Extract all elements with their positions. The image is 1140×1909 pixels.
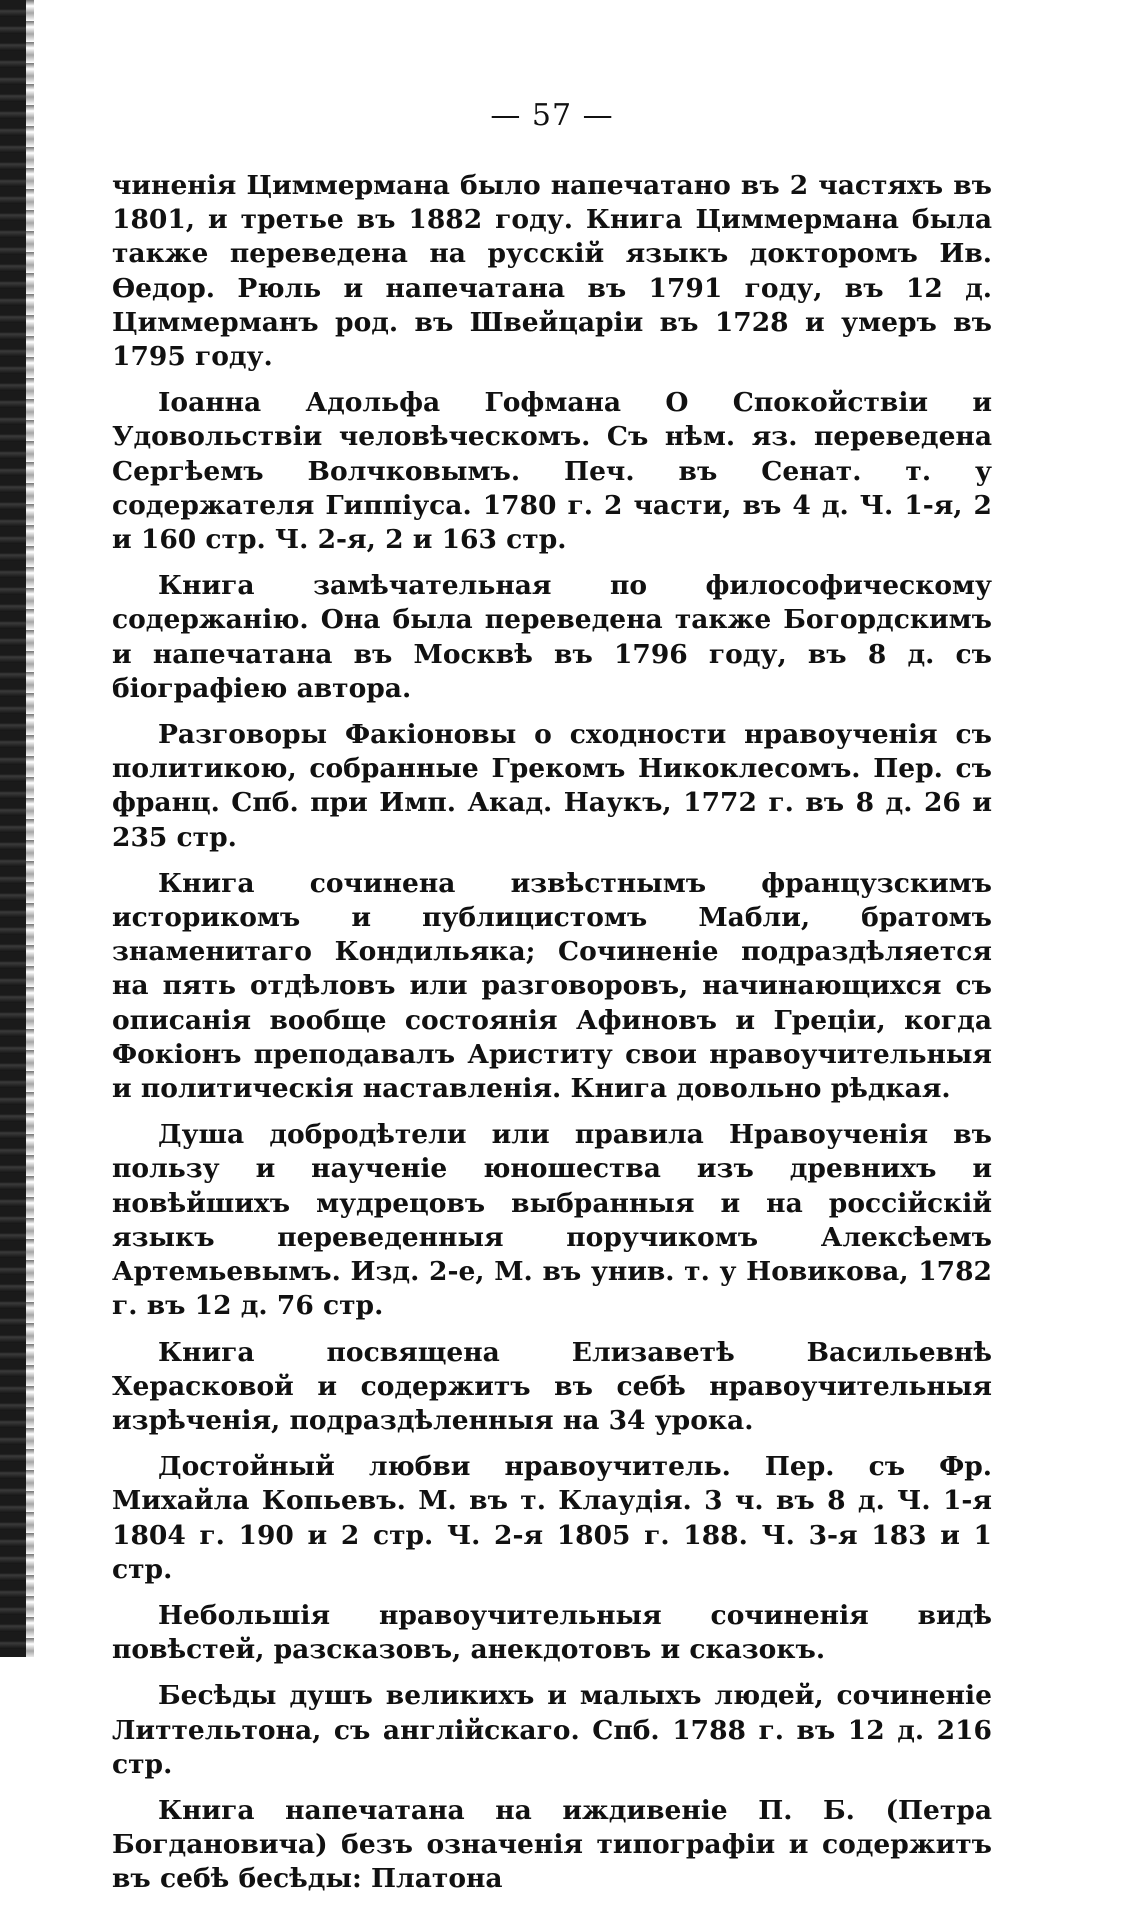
entry-note bbox=[112, 569, 992, 706]
note-text: Книга напечатана на иждивеніе П. Б. (Петра Богдановича) безъ означенія типографіи и содержитъ въ себѣ бесѣды: Платона bbox=[112, 1794, 992, 1895]
entry-text: Адольфа Гофмана О Спокойствіи и Удовольствіи человѣческомъ. Съ нѣм. яз. переведена Сергѣемъ Волчковымъ. Печ. въ Сенат. т. у содержателя Гиппіуса. 1780 г. 2 части, въ 4 д. Ч. 1-я, 2 и 160 стр. Ч. 2-я, 2 и 163 стр. bbox=[112, 387, 992, 556]
note-text: Книга посвящена Елизаветѣ Васильевнѣ Херасковой и содержитъ въ себѣ нравоучительныя изрѣченія, подраздѣленныя на 34 урока. bbox=[112, 1336, 992, 1436]
entry-text: Факіоновы о сходности нравоученія съ политикою, собранные Грекомъ Никоклесомъ. Пер. съ франц. Спб. при Имп. Акад. Наукъ, 1772 г. въ 8 д. 26 и 235 стр. bbox=[112, 719, 992, 853]
entry-text: душъ великихъ и малыхъ людей, сочиненіе Литтельтона, съ англійскаго. Спб. 1788 г. въ 12 д. 216 стр. bbox=[112, 1680, 992, 1780]
bibliography-entry bbox=[112, 1118, 992, 1323]
entry-lead-word: Душа bbox=[158, 1119, 245, 1151]
paragraph-text: чиненія Циммермана было напечатано въ 2 частяхъ въ 1801, и третье въ 1882 году. Книга Циммермана была также переведена на русскій языкъ докторомъ Ив. Өедор. Рюль и напечатана въ 1791 году, въ 12 д. Циммерманъ род. въ Швейцаріи въ 1728 и умеръ въ 1795 году. bbox=[112, 170, 992, 373]
entry-note bbox=[112, 1794, 992, 1897]
note-text: Небольшія нравоучительныя сочиненія видѣ повѣстей, разсказовъ, анекдотовъ и сказокъ. bbox=[112, 1599, 992, 1666]
entry-lead-word: Достойный bbox=[158, 1451, 335, 1483]
book-page bbox=[112, 98, 992, 1909]
note-text: Книга сочинена извѣстнымъ французскимъ историкомъ и публицистомъ Мабли, братомъ знаменитаго Кондильяка; Сочиненіе подраздѣляется на пять отдѣловъ или разговоровъ, начинающихся съ описанія вообще состоянія Афиновъ и Греціи, когда Фокіонъ преподавалъ Ариститу свои нравоучительныя и политическія наставленія. Книга довольно рѣдкая. bbox=[112, 867, 992, 1105]
entry-note bbox=[112, 1599, 992, 1667]
note-text: Книга замѣчательная по философическому содержанію. Она была переведена также Богордскимъ и напечатана въ Москвѣ въ 1796 году, въ 8 д. съ біографіею автора. bbox=[112, 570, 992, 704]
entry-lead-word: Іоанна bbox=[158, 387, 262, 419]
bibliography-entry bbox=[112, 718, 992, 855]
bibliography-entry bbox=[112, 386, 992, 557]
bibliography-entry bbox=[112, 1450, 992, 1587]
entry-note bbox=[112, 867, 992, 1106]
scanned-binding-edge bbox=[0, 0, 26, 1657]
page-number: — 57 — bbox=[490, 98, 614, 133]
paragraph-continuation bbox=[112, 169, 992, 374]
entry-text: добродѣтели или правила Нравоученія въ пользу и наученіе юношества изъ древнихъ и новѣйшихъ мудрецовъ выбранныя и на россійскій языкъ переведенныя поручикомъ Алексѣемъ Артемьевымъ. Изд. 2-е, М. въ унив. т. у Новикова, 1782 г. въ 12 д. 76 стр. bbox=[112, 1119, 992, 1322]
bibliography-entry bbox=[112, 1679, 992, 1782]
entry-lead-word: Бесѣды bbox=[158, 1680, 277, 1712]
entry-lead-word: Разговоры bbox=[158, 719, 328, 751]
entry-text: любви нравоучитель. Пер. съ Фр. Михайла Копьевъ. М. въ т. Клаудія. 3 ч. въ 8 д. Ч. 1-я 1804 г. 190 и 2 стр. Ч. 2-я 1805 г. 188. Ч. 3-я 183 и 1 стр. bbox=[112, 1451, 992, 1585]
entry-note bbox=[112, 1336, 992, 1439]
